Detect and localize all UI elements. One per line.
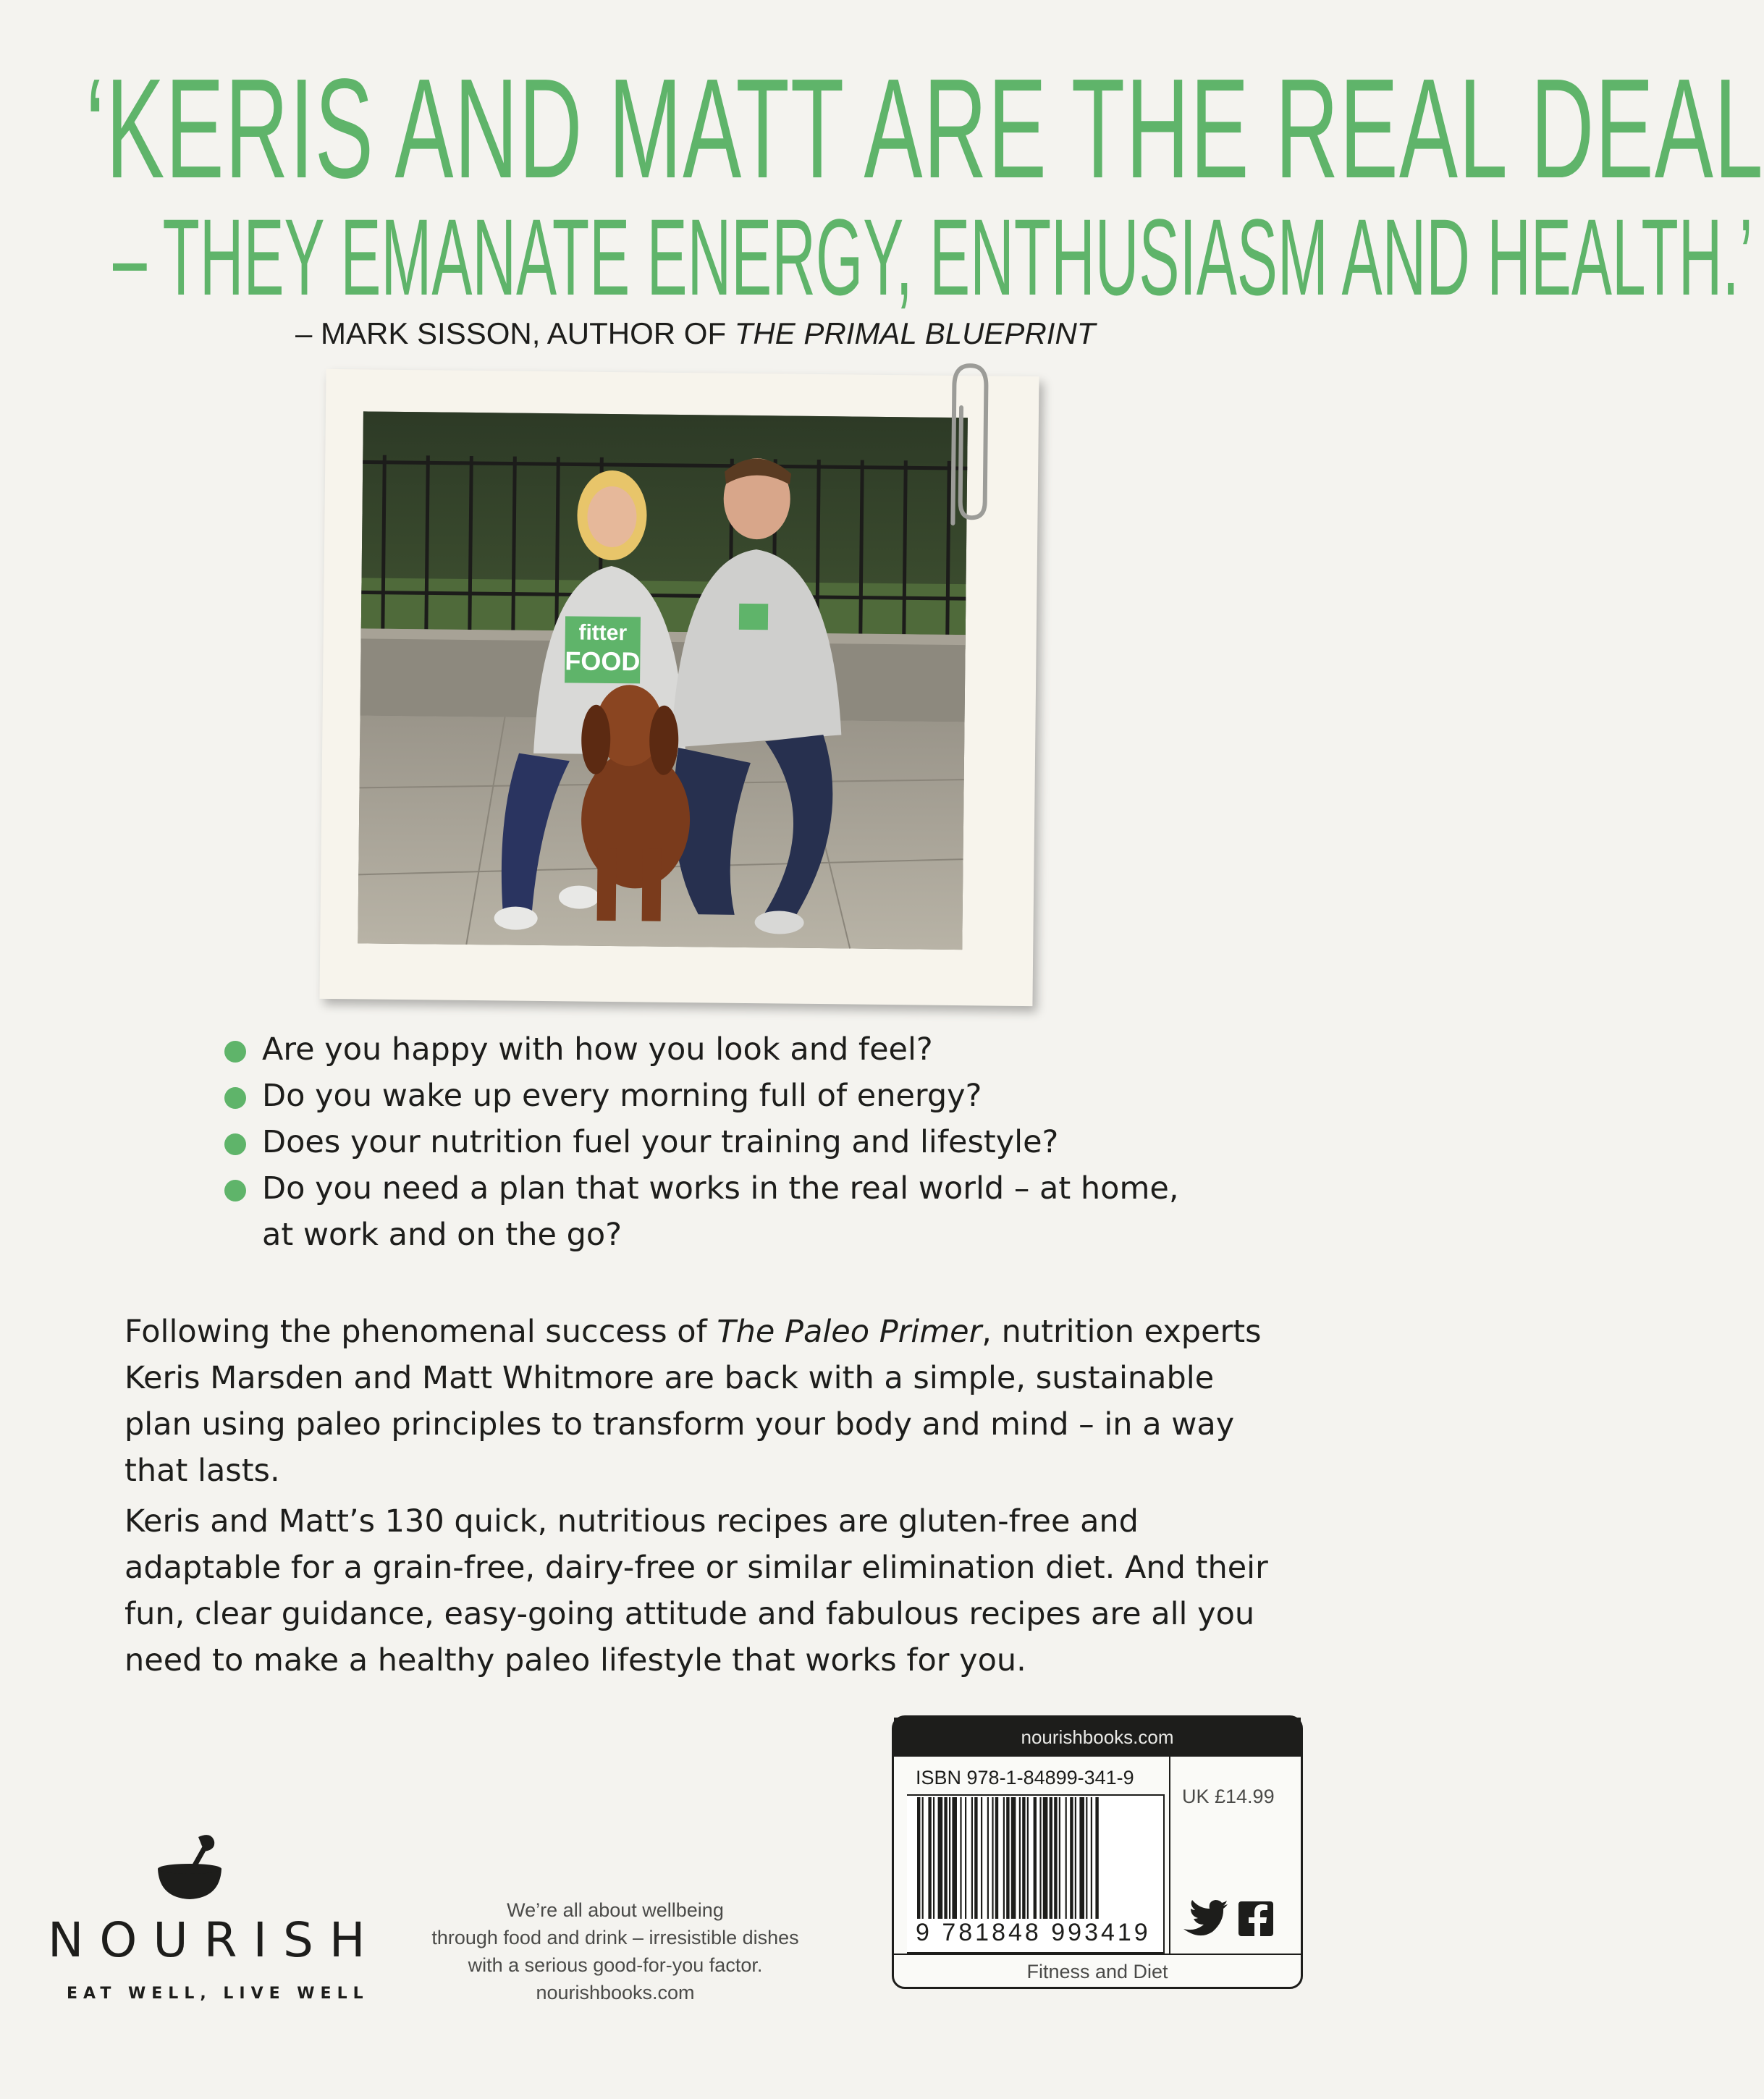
barcode-bar bbox=[1070, 1797, 1073, 1919]
barcode-digits: 9 781848 993419 bbox=[916, 1919, 1151, 1946]
barcode-bar bbox=[1065, 1797, 1067, 1919]
barcode-icon bbox=[913, 1797, 1156, 1919]
barcode-bar bbox=[949, 1797, 950, 1919]
barcode-bar bbox=[1050, 1797, 1052, 1919]
barcode-bar bbox=[933, 1797, 934, 1919]
quote-subline: – THEY EMANATE ENERGY, ENTHUSIASM AND HEALTH.’ bbox=[113, 196, 1753, 318]
body-paragraph-2: Keris and Matt’s 130 quick, nutritious recipes are gluten-free and adaptable for a grain-free, dairy-free or similar elimination diet. And their fun, clear guidance, easy-going attitude and fabulous recipes are all you need to make a healthy paleo lifestyle that works for you. bbox=[125, 1503, 1268, 1678]
quote-attribution bbox=[295, 316, 1095, 351]
question-list bbox=[224, 1026, 1238, 1258]
hoodie-text-top: fitter bbox=[578, 620, 628, 646]
barcode-divider bbox=[1169, 1757, 1170, 1954]
barcode-bar bbox=[1027, 1797, 1029, 1919]
book-category: Fitness and Diet bbox=[1026, 1961, 1168, 1982]
barcode-panel bbox=[892, 1715, 1303, 1989]
bullet-dot-icon bbox=[224, 1180, 246, 1201]
bullet-dot-icon bbox=[224, 1041, 246, 1063]
list-item bbox=[224, 1026, 1238, 1073]
barcode-bar bbox=[987, 1797, 989, 1919]
barcode-bar bbox=[1043, 1797, 1048, 1919]
barcode-bar bbox=[1003, 1797, 1005, 1919]
blurb-line: with a serious good-for-you factor. bbox=[468, 1954, 763, 1976]
barcode-bar bbox=[1095, 1797, 1098, 1919]
publisher-blurb bbox=[405, 1896, 825, 2006]
twitter-icon[interactable] bbox=[1183, 1900, 1228, 1935]
social-icons bbox=[1182, 1900, 1276, 1940]
bullet-text: Are you happy with how you look and feel? bbox=[262, 1031, 933, 1068]
quote-headline: ‘KERIS AND MATT ARE THE REAL DEAL bbox=[85, 49, 1764, 208]
list-item bbox=[224, 1073, 1238, 1119]
paperclip-icon bbox=[931, 357, 998, 546]
attribution-book-title: THE PRIMAL BLUEPRINT bbox=[734, 316, 1096, 350]
barcode-bar bbox=[965, 1797, 966, 1919]
list-item bbox=[224, 1165, 1238, 1258]
barcode-bar bbox=[981, 1797, 982, 1919]
author-photo bbox=[358, 411, 968, 950]
barcode-bar bbox=[922, 1797, 924, 1919]
list-item bbox=[224, 1119, 1238, 1165]
barcode-bar bbox=[938, 1797, 943, 1919]
barcode-bar bbox=[1022, 1797, 1025, 1919]
blurb-line: We’re all about wellbeing bbox=[507, 1899, 724, 1921]
blurb-website-link[interactable]: nourishbooks.com bbox=[536, 1982, 695, 2003]
attribution-prefix: – MARK SISSON, AUTHOR OF bbox=[295, 316, 735, 350]
facebook-icon[interactable] bbox=[1238, 1901, 1273, 1936]
barcode-bar bbox=[1079, 1797, 1084, 1919]
barcode-bar bbox=[1006, 1797, 1009, 1919]
barcode-bar bbox=[974, 1797, 977, 1919]
barcode-bar bbox=[1039, 1797, 1041, 1919]
barcode-bar bbox=[1091, 1797, 1092, 1919]
bullet-text: Do you need a plan that works in the real world – at home, bbox=[262, 1170, 1179, 1207]
barcode-bar bbox=[1054, 1797, 1057, 1919]
barcode-bar bbox=[1019, 1797, 1021, 1919]
para1-text-b: , nutrition experts Keris Marsden and Matt Whitmore are back with a simple, sustainable plan using paleo principles to transform your body and mind – in a way that lasts. bbox=[125, 1314, 1262, 1489]
bullet-text: Do you wake up every morning full of energy? bbox=[262, 1078, 982, 1114]
barcode-bar bbox=[1011, 1797, 1016, 1919]
barcode-bar bbox=[960, 1797, 961, 1919]
barcode-bar bbox=[928, 1797, 931, 1919]
bullet-dot-icon bbox=[224, 1133, 246, 1155]
barcode-bar bbox=[971, 1797, 973, 1919]
bowl-spoon-icon bbox=[153, 1831, 226, 1904]
bullet-text-continued: at work and on the go? bbox=[262, 1217, 623, 1253]
photo-frame bbox=[319, 369, 1039, 1006]
para1-text-a: Following the phenomenal success of bbox=[125, 1314, 717, 1350]
price-label: UK £14.99 bbox=[1182, 1786, 1275, 1807]
barcode-bar bbox=[1075, 1797, 1076, 1919]
publisher-logo-name: NOURISH bbox=[48, 1912, 381, 1968]
bullet-text: Does your nutrition fuel your training and lifestyle? bbox=[262, 1124, 1059, 1160]
isbn-text: ISBN 978-1-84899-341-9 bbox=[916, 1767, 1134, 1788]
para1-book-title: The Paleo Primer bbox=[717, 1314, 982, 1350]
barcode-bar bbox=[1086, 1797, 1087, 1919]
hoodie-text-bottom: FOOD bbox=[565, 646, 641, 677]
body-paragraph-1 bbox=[125, 1309, 1268, 1494]
barcode-header-website[interactable]: nourishbooks.com bbox=[894, 1718, 1301, 1757]
barcode-bar bbox=[917, 1797, 920, 1919]
bullet-dot-icon bbox=[224, 1087, 246, 1109]
barcode-bar bbox=[992, 1797, 993, 1919]
barcode-bar bbox=[952, 1797, 957, 1919]
barcode-bar bbox=[995, 1797, 998, 1919]
barcode-bar bbox=[944, 1797, 947, 1919]
photo-illustration bbox=[358, 411, 968, 950]
publisher-tagline: EAT WELL, LIVE WELL bbox=[67, 1985, 369, 2003]
blurb-line: through food and drink – irresistible dishes bbox=[431, 1927, 799, 1948]
barcode-bar bbox=[1034, 1797, 1037, 1919]
barcode-bar bbox=[1059, 1797, 1060, 1919]
